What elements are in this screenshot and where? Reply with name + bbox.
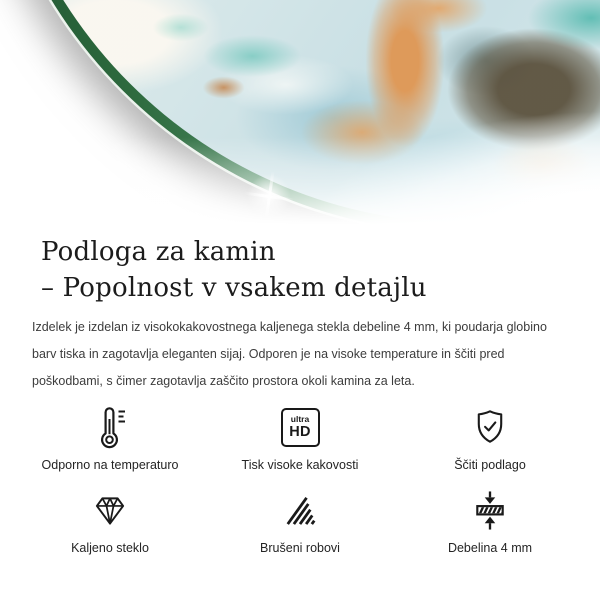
- page-title: [41, 234, 552, 306]
- shield-check-icon: [470, 408, 510, 446]
- feature-item-print-quality: [205, 403, 395, 472]
- feature-label: Brušeni robovi: [260, 541, 340, 555]
- content-section: [0, 232, 600, 395]
- beveled-edges-icon: [280, 493, 320, 528]
- feature-label: Kaljeno steklo: [71, 541, 149, 555]
- feature-item-thickness: [395, 486, 585, 555]
- image-fade-overlay: [0, 137, 600, 232]
- feature-item-temperature: [15, 403, 205, 472]
- page-title-line1: Podloga za kamin: [41, 237, 276, 267]
- features-grid: [0, 403, 600, 555]
- page-title-line2: – Popolnost v vsakem detajlu: [41, 273, 427, 303]
- thickness-arrows-icon: [470, 490, 510, 531]
- hero-product-image: [0, 0, 600, 232]
- feature-label: Odporno na temperaturo: [41, 458, 179, 472]
- feature-label: Ščiti podlago: [454, 458, 526, 472]
- thermometer-icon: [90, 404, 130, 450]
- feature-label: Tisk visoke kakovosti: [241, 458, 359, 472]
- diamond-icon: [90, 494, 130, 527]
- feature-label: Debelina 4 mm: [447, 541, 533, 555]
- feature-item-tempered-glass: [15, 486, 205, 555]
- feature-item-beveled-edges: [205, 486, 395, 555]
- feature-item-protection: [395, 403, 585, 472]
- product-description: Izdelek je izdelan iz visokokakovostnega kaljenega stekla debeline 4 mm, ki poudarja globino barv tiska in zagotavlja eleganten sijaj. Odporen je na visoke temperature in ščiti pred poškodbami, s čimer zagotavlja zaščito prostora okoli kamina za leta.: [32, 320, 547, 388]
- sparkle-highlight: [244, 171, 294, 221]
- ultra-hd-icon: ultra HD: [281, 408, 320, 447]
